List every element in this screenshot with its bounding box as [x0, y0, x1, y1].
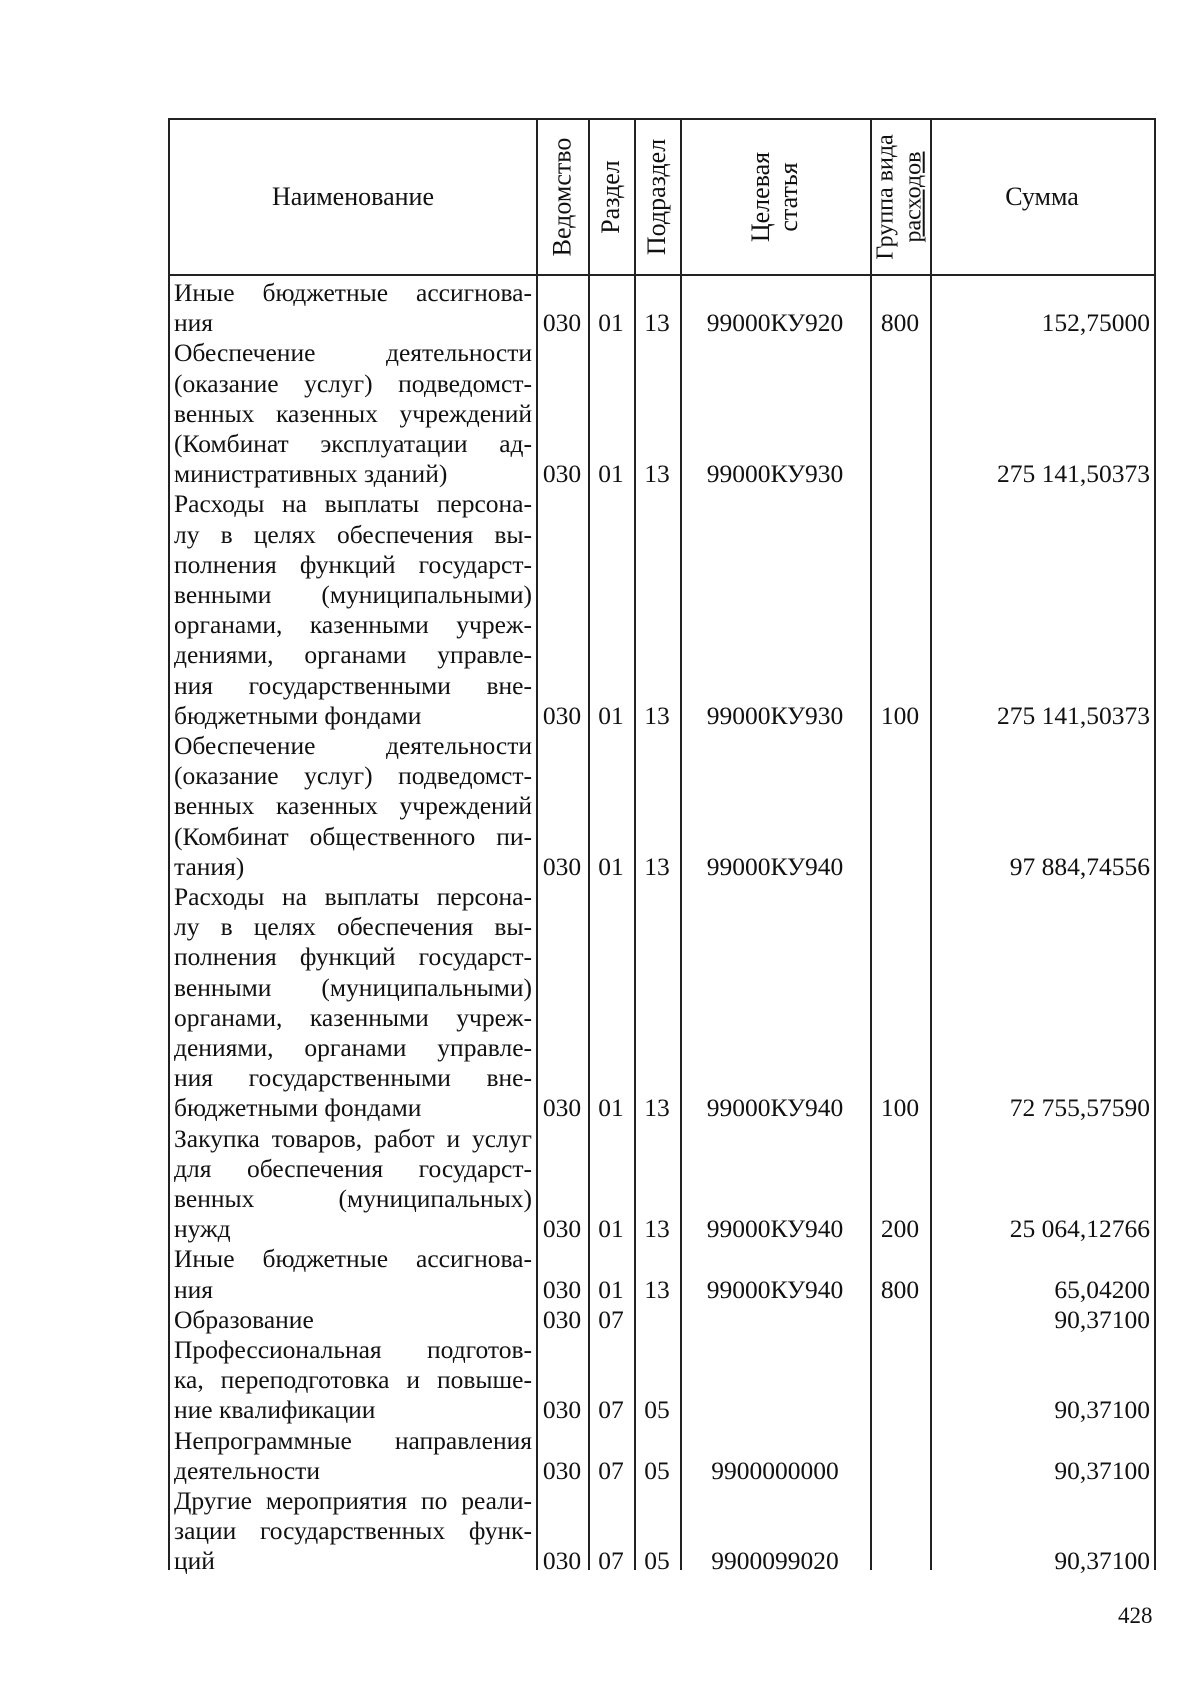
- row-razdel: 01: [598, 459, 624, 489]
- row-name-line: для обеспечения государст-: [174, 1153, 532, 1183]
- table-row: [170, 489, 1154, 731]
- row-name-line: Обеспечение деятельности: [174, 338, 532, 368]
- row-razdel: 01: [598, 851, 624, 881]
- row-name-line: ка, переподготовка и повыше-: [174, 1365, 532, 1395]
- row-name-line: Иные бюджетные ассигнова-: [174, 278, 532, 307]
- row-celevaya-statya: 99000КУ920: [706, 308, 844, 338]
- row-gruppa-vida: 200: [880, 1214, 920, 1244]
- row-name-line: венных (муниципальных): [174, 1183, 532, 1213]
- row-name-line: Непрограммные направления: [174, 1425, 532, 1455]
- table-row: [170, 1305, 1154, 1335]
- row-razdel: 07: [598, 1304, 624, 1334]
- row-vedomstvo: 030: [542, 1304, 582, 1334]
- row-summa: 72 755,57590: [1009, 1093, 1150, 1123]
- table-row: [170, 1486, 1154, 1577]
- row-summa: 275 141,50373: [997, 459, 1150, 489]
- row-name-line: ния: [174, 308, 214, 338]
- row-celevaya-statya: 99000КУ940: [706, 1274, 844, 1304]
- header-divider: [170, 274, 1154, 276]
- row-razdel: 01: [598, 308, 624, 338]
- row-name-line: Расходы на выплаты персона-: [174, 882, 532, 911]
- header-podrazdel-text: Подраздел: [642, 138, 671, 256]
- table-row: [170, 338, 1154, 489]
- header-vedomstvo-text: Ведомство: [547, 137, 577, 257]
- row-name-line: лу в целях обеспечения вы-: [174, 912, 532, 942]
- header-razdel-text: Раздел: [596, 160, 626, 234]
- header-summa-text: Сумма: [1005, 182, 1079, 211]
- row-name-line: тания): [174, 851, 245, 881]
- budget-table: [168, 118, 1156, 1576]
- row-celevaya-statya: 9900000000: [711, 1455, 839, 1485]
- row-vedomstvo: 030: [542, 308, 582, 338]
- row-name-line: дениями, органами управле-: [174, 640, 532, 670]
- row-name-line: венными (муниципальными): [174, 972, 532, 1002]
- row-name-line: Расходы на выплаты персона-: [174, 489, 532, 519]
- row-podrazdel: 13: [644, 308, 670, 338]
- row-razdel: 07: [598, 1546, 624, 1576]
- row-name-line: (оказание услуг) подведомст-: [174, 761, 532, 791]
- table-row: [170, 1244, 1154, 1304]
- row-podrazdel: 05: [644, 1546, 670, 1576]
- row-summa: 97 884,74556: [1009, 851, 1150, 881]
- row-name-line: Закупка товаров, работ и услуг: [174, 1123, 532, 1153]
- row-name-line: венных казенных учреждений: [174, 791, 532, 821]
- header-razdel: [588, 120, 634, 274]
- row-name-line: Иные бюджетные ассигнова-: [174, 1244, 532, 1274]
- page-number: 428: [1118, 1603, 1153, 1628]
- row-podrazdel: 13: [644, 1214, 670, 1244]
- header-celevaya-line2: статья: [773, 162, 803, 232]
- row-celevaya-statya: 99000КУ930: [706, 459, 844, 489]
- row-celevaya-statya: 99000КУ940: [706, 1093, 844, 1123]
- row-podrazdel: 05: [644, 1455, 670, 1485]
- row-vedomstvo: 030: [542, 1093, 582, 1123]
- row-name-line: деятельности: [174, 1455, 320, 1485]
- row-celevaya-statya: 99000КУ940: [706, 1214, 844, 1244]
- table-row: [170, 278, 1154, 338]
- row-name-line: полнения функций государст-: [174, 549, 532, 579]
- row-name-line: бюджетными фондами: [174, 1093, 422, 1123]
- row-vedomstvo: 030: [542, 1395, 582, 1425]
- row-celevaya-statya: 99000КУ930: [706, 700, 844, 730]
- table-row: [170, 1335, 1154, 1426]
- header-gruppa-line1: Группа вида: [873, 134, 899, 260]
- row-name-line: зации государственных функ-: [174, 1516, 532, 1546]
- row-name-line: полнения функций государст-: [174, 942, 532, 972]
- row-podrazdel: 13: [644, 459, 670, 489]
- row-name-line: ния государственными вне-: [174, 670, 532, 700]
- row-vedomstvo: 030: [542, 700, 582, 730]
- row-name-line: ния государственными вне-: [174, 1063, 532, 1093]
- row-name-line: Другие мероприятия по реали-: [174, 1486, 532, 1515]
- row-name-line: дениями, органами управле-: [174, 1033, 532, 1062]
- row-name-line: министративных зданий): [174, 459, 448, 489]
- table-row: [170, 731, 1154, 882]
- row-razdel: 01: [598, 700, 624, 730]
- row-gruppa-vida: 800: [880, 308, 920, 338]
- row-summa: 90,37100: [1054, 1304, 1150, 1334]
- row-razdel: 07: [598, 1455, 624, 1485]
- row-vedomstvo: 030: [542, 1546, 582, 1576]
- row-name-line: (Комбинат эксплуатации ад-: [174, 428, 532, 458]
- row-razdel: 07: [598, 1395, 624, 1425]
- row-name-line: ния: [174, 1274, 214, 1304]
- row-podrazdel: 13: [644, 851, 670, 881]
- header-vedomstvo: [536, 120, 588, 274]
- row-summa: 275 141,50373: [997, 700, 1150, 730]
- row-vedomstvo: 030: [542, 851, 582, 881]
- row-summa: 90,37100: [1054, 1546, 1150, 1576]
- row-summa: 152,75000: [1041, 308, 1150, 338]
- row-summa: 65,04200: [1054, 1274, 1150, 1304]
- row-name-line: нужд: [174, 1214, 231, 1244]
- header-celevaya-text: [747, 152, 803, 242]
- row-gruppa-vida: 100: [880, 700, 920, 730]
- table-row: [170, 882, 1154, 1124]
- row-razdel: 01: [598, 1274, 624, 1304]
- row-vedomstvo: 030: [542, 1274, 582, 1304]
- header-summa: [930, 120, 1154, 274]
- row-name-line: ние квалификации: [174, 1395, 376, 1425]
- row-podrazdel: 13: [644, 1093, 670, 1123]
- header-gruppa: [870, 120, 930, 274]
- row-name-line: венных казенных учреждений: [174, 398, 532, 428]
- row-celevaya-statya: 99000КУ940: [706, 851, 844, 881]
- row-name-line: (оказание услуг) подведомст-: [174, 368, 532, 398]
- row-razdel: 01: [598, 1093, 624, 1123]
- header-celevaya-line1: Целевая: [745, 151, 775, 243]
- row-razdel: 01: [598, 1214, 624, 1244]
- row-name-line: Обеспечение деятельности: [174, 731, 532, 760]
- row-name-line: органами, казенными учреж-: [174, 1002, 532, 1032]
- table-row: [170, 1124, 1154, 1245]
- row-name-line: венными (муниципальными): [174, 579, 532, 609]
- header-celevaya: [680, 120, 870, 274]
- row-name-line: Образование: [174, 1304, 314, 1334]
- row-name-line: (Комбинат общественного пи-: [174, 821, 532, 851]
- row-vedomstvo: 030: [542, 1214, 582, 1244]
- row-gruppa-vida: 800: [880, 1274, 920, 1304]
- row-summa: 25 064,12766: [1009, 1214, 1150, 1244]
- row-podrazdel: 13: [644, 1274, 670, 1304]
- row-podrazdel: 13: [644, 700, 670, 730]
- row-name-line: Профессиональная подготов-: [174, 1335, 532, 1364]
- header-name: [170, 120, 536, 274]
- row-name-line: бюджетными фондами: [174, 700, 422, 730]
- row-celevaya-statya: 9900099020: [711, 1546, 839, 1576]
- row-name-line: лу в целях обеспечения вы-: [174, 519, 532, 549]
- table-row: [170, 1426, 1154, 1486]
- row-podrazdel: 05: [644, 1395, 670, 1425]
- header-podrazdel: [634, 120, 680, 274]
- row-summa: 90,37100: [1054, 1395, 1150, 1425]
- header-name-text: Наименование: [272, 182, 434, 211]
- row-vedomstvo: 030: [542, 1455, 582, 1485]
- row-gruppa-vida: 100: [880, 1093, 920, 1123]
- header-gruppa-text: [872, 134, 928, 259]
- row-summa: 90,37100: [1054, 1455, 1150, 1485]
- header-gruppa-line2: расходов: [901, 151, 927, 243]
- row-vedomstvo: 030: [542, 459, 582, 489]
- row-name-line: органами, казенными учреж-: [174, 610, 532, 640]
- row-name-line: ций: [174, 1546, 215, 1576]
